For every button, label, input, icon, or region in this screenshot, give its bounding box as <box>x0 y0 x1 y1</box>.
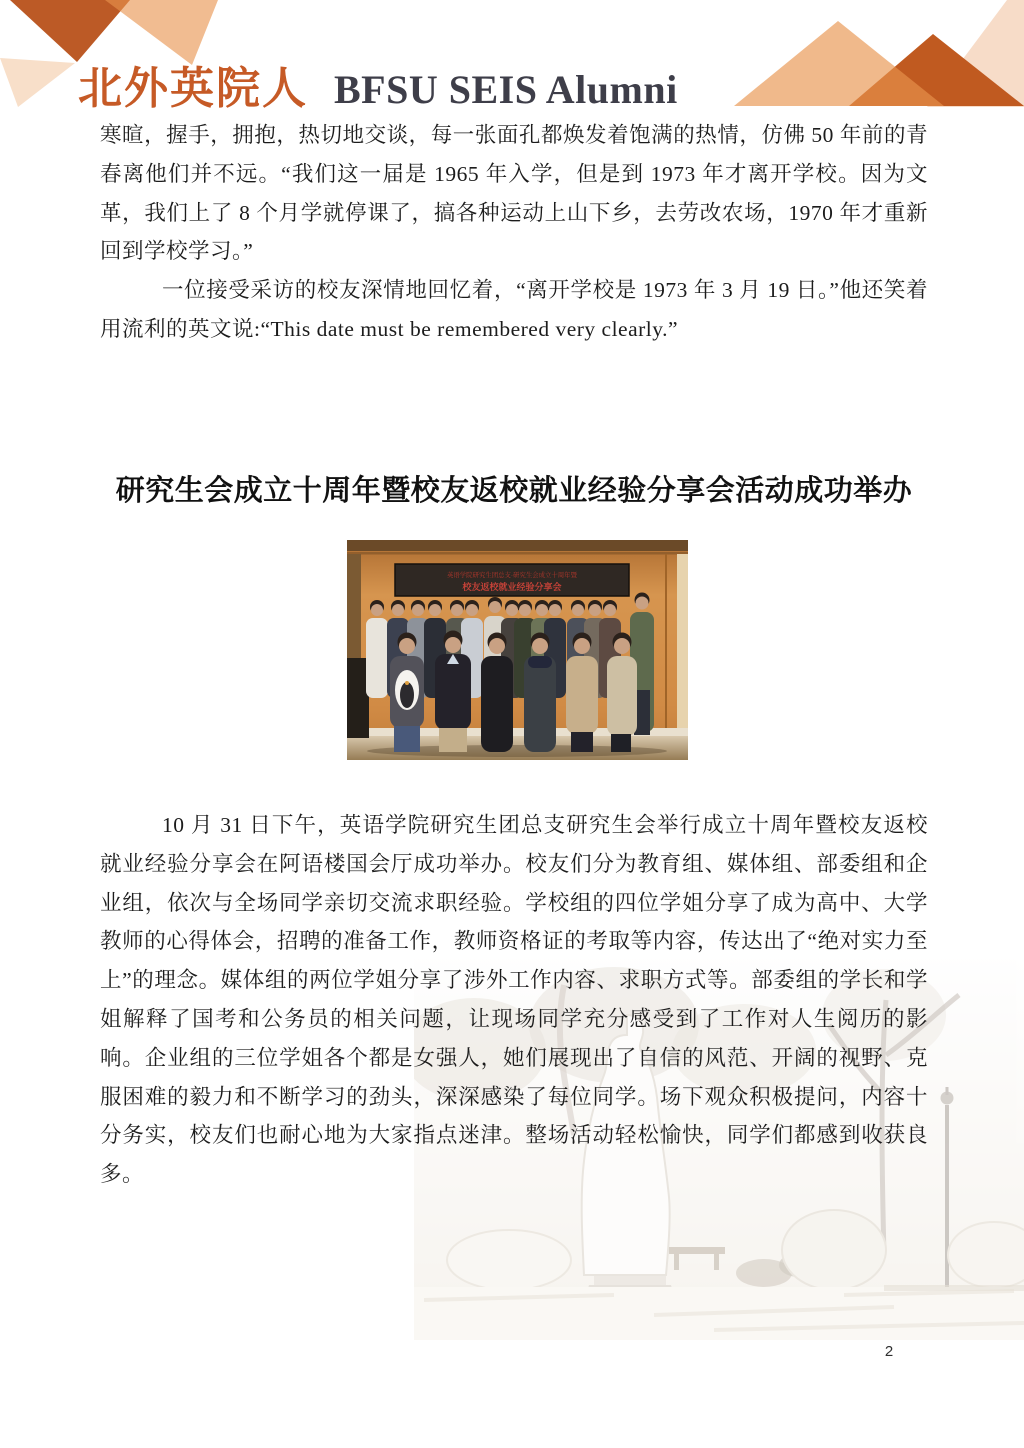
photo-ceiling <box>347 540 688 551</box>
photo-banner-text-line1: 英语学院研究生团总支·研究生会成立十周年暨 <box>447 572 577 579</box>
photo-podium <box>347 658 369 738</box>
header-triangles-right-decoration <box>734 0 1024 110</box>
pale-triangle <box>0 58 75 107</box>
photo-right-panel <box>677 554 688 736</box>
photo-banner <box>395 564 629 596</box>
paragraph-alumni-memories: 寒暄，握手，拥抱，热切地交谈，每一张面孔都焕发着饱满的热情，仿佛 50 年前的青春离他们并不远。“我们这一届是 1965 年入学，但是到 1973 年才离开学校。因为文革，我们上了 8 个月学就停课了，搞各种运动上山下乡，去劳改农场，1970 年才重新回到学校学习。” <box>100 123 928 264</box>
photo-banner-text-line2: 校友返校就业经验分享会 <box>462 582 562 592</box>
group-photo-image <box>347 540 688 760</box>
page-number: 2 <box>884 1343 894 1360</box>
group-photo <box>347 540 688 760</box>
article-heading: 研究生会成立十周年暨校友返校就业经验分享会活动成功举办 <box>115 475 913 507</box>
paragraph-event-report: 10 月 31 日下午，英语学院研究生团总支研究生会举行成立十周年暨校友返校就业经验分享会在阿语楼国会厅成功举办。校友们分为教育组、媒体组、部委组和企业组，依次与全场同学亲切交流求职经验。学校组的四位学姐分享了成为高中、大学教师的心得体会，招聘的准备工作，教师资格证的考取等内容，传达出了“绝对实力至上”的理念。媒体组的两位学姐分享了涉外工作内容、求职方式等。部委组的学长和学姐解释了国考和公务员的相关问题，让现场同学充分感受到了工作对人生阅历的影响。企业组的三位学姐各个都是女强人，她们展现出了自信的风范、开阔的视野、克服困难的毅力和不断学习的劲头，深深感染了每位同学。场下观众积极提问，内容十分务实，校友们也耐心地为大家指点迷津。整场活动轻松愉快，同学们都感到收获良多。 <box>100 813 928 1187</box>
logo-english-title: BFSU SEIS Alumni <box>334 67 678 112</box>
paragraph-alumni-quote: 一位接受采访的校友深情地回忆着，“离开学校是 1973 年 3 月 19 日。”他还笑着用流利的英文说:“This date must be remembered very clearly.” <box>100 278 928 341</box>
masthead <box>78 52 678 116</box>
logo-chinese-title: 北外英院人 <box>78 64 308 113</box>
